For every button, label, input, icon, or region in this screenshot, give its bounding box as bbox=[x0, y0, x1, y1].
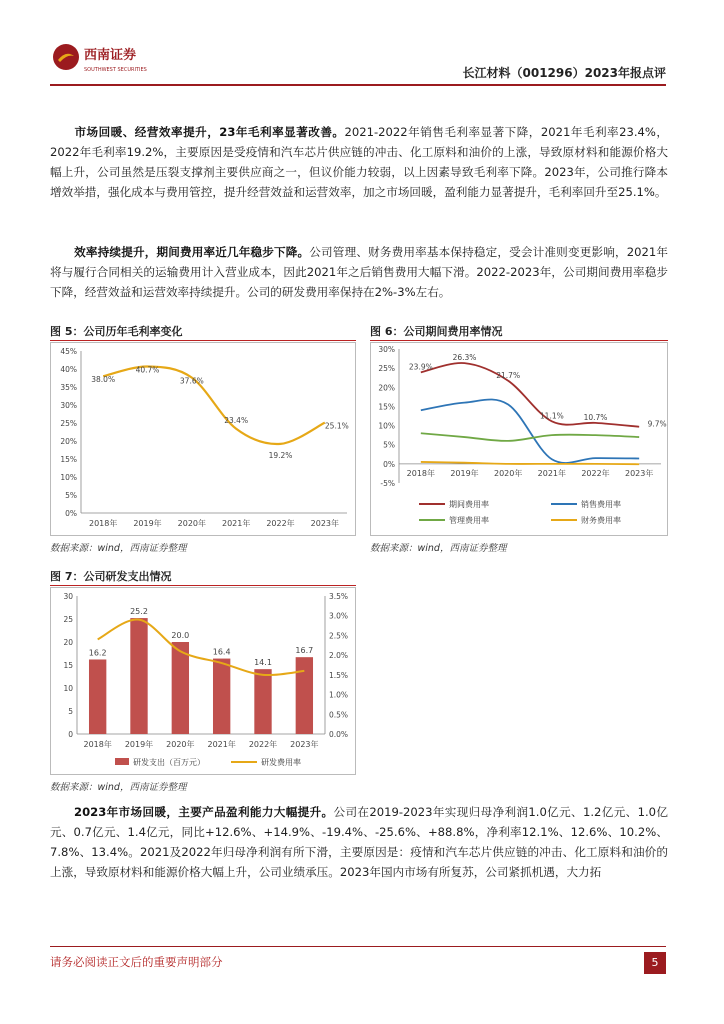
data-label: 23.9% bbox=[408, 362, 433, 372]
y-tick-label: 10% bbox=[60, 473, 77, 482]
y-tick-label: 15% bbox=[378, 402, 395, 412]
data-label: 19.2% bbox=[268, 450, 293, 460]
footer-divider bbox=[50, 946, 666, 947]
legend-swatch-bar bbox=[115, 758, 129, 765]
report-title: 长江材料（001296）2023年报点评 bbox=[462, 66, 666, 80]
x-tick-label: 2023年 bbox=[310, 519, 340, 528]
x-tick-label: 2021年 bbox=[207, 740, 236, 749]
y-tick-label: 5% bbox=[65, 491, 77, 500]
figure-7-source: 数据来源：wind，西南证券整理 bbox=[50, 782, 187, 793]
rd-expense-bar bbox=[254, 669, 271, 734]
legend-label: 期间费用率 bbox=[449, 500, 489, 509]
data-label: 23.4% bbox=[224, 415, 249, 425]
fig6-svg bbox=[371, 343, 667, 535]
series-line-1 bbox=[421, 399, 639, 462]
x-tick-label: 2022年 bbox=[581, 468, 610, 478]
figure-6-rule bbox=[370, 340, 668, 341]
y-tick-label-right: 1.0% bbox=[329, 690, 349, 700]
data-label: 20.0 bbox=[171, 631, 190, 640]
x-tick-label: 2022年 bbox=[248, 740, 278, 749]
header-divider bbox=[50, 84, 666, 86]
y-tick-label: 10% bbox=[378, 421, 395, 431]
y-tick-label: 35% bbox=[60, 383, 77, 392]
x-tick-label: 2020年 bbox=[493, 468, 523, 478]
x-tick-label: 2018年 bbox=[88, 519, 118, 528]
page-number: 5 bbox=[644, 952, 666, 974]
y-tick-label: 30% bbox=[60, 401, 77, 410]
x-tick-label: 2021年 bbox=[537, 468, 567, 478]
legend-label: 管理费用率 bbox=[449, 516, 489, 525]
gross-margin-line bbox=[103, 366, 325, 444]
legend-label: 财务费用率 bbox=[581, 516, 621, 525]
series-line-2 bbox=[421, 433, 639, 441]
x-tick-label: 2020年 bbox=[166, 740, 195, 749]
logo-text: 西南证券 bbox=[84, 48, 137, 63]
data-label: 38.0% bbox=[91, 375, 116, 385]
data-label: 14.1 bbox=[254, 658, 272, 668]
paragraph-body: 2021-2022年销售毛利率显著下降，2021年毛利率23.4%，2022年毛利率19.2%，主要原因是受疫情和汽车芯片供应链的冲击、化工原料和油价的上涨，导致原材料和能源价格大幅上升，公司虽然是压裂支撑剂主要供应商之一，但议价能力较弱，以上因素导致毛利率下降。2023年，公司推行降本增效举措，强化成本与费用管控，提升经营效益和运营效率，加之市场回暖，盈利能力显著提升，毛利率回升至25.1%。 bbox=[50, 125, 668, 199]
data-label: 37.6% bbox=[179, 376, 204, 386]
y-tick-label-left: 0 bbox=[68, 730, 73, 739]
y-tick-label-left: 10 bbox=[63, 684, 73, 693]
legend-label: 销售费用率 bbox=[581, 500, 621, 509]
rd-expense-bar bbox=[296, 657, 313, 734]
x-tick-label: 2019年 bbox=[450, 468, 479, 478]
fig7-svg bbox=[51, 588, 355, 774]
data-label: 16.2 bbox=[88, 648, 107, 658]
y-tick-label-right: 1.5% bbox=[329, 670, 349, 680]
x-tick-label: 2019年 bbox=[133, 519, 162, 528]
y-tick-label: 0% bbox=[65, 509, 77, 518]
x-tick-label: 2023年 bbox=[290, 740, 319, 749]
y-tick-label-left: 20 bbox=[63, 638, 73, 647]
y-tick-label: 45% bbox=[60, 347, 77, 356]
y-tick-label-left: 5 bbox=[68, 707, 73, 716]
y-tick-label: 20% bbox=[60, 437, 77, 446]
figure-5-rule bbox=[50, 340, 356, 341]
y-tick-label: 30% bbox=[378, 345, 395, 354]
paragraph-lead: 市场回暖、经营效率提升，23年毛利率显著改善。 bbox=[74, 125, 345, 139]
y-tick-label-left: 30 bbox=[63, 592, 73, 601]
data-label: 25.2 bbox=[130, 607, 148, 617]
figure-7-title: 图 7：公司研发支出情况 bbox=[50, 570, 172, 583]
paragraph-lead: 效率持续提升，期间费用率近几年稳步下降。 bbox=[74, 245, 310, 259]
y-tick-label-left: 15 bbox=[63, 661, 73, 670]
logo-subtext: SOUTHWEST SECURITIES bbox=[84, 67, 147, 73]
footer-disclaimer: 请务必阅读正文后的重要声明部分 bbox=[50, 955, 223, 969]
y-tick-label-right: 0.0% bbox=[329, 730, 349, 739]
company-logo bbox=[50, 42, 160, 76]
y-tick-label: 5% bbox=[383, 440, 395, 450]
data-label: 11.1% bbox=[539, 411, 564, 421]
data-label: 26.3% bbox=[452, 353, 477, 363]
rd-expense-bar bbox=[130, 618, 147, 734]
paragraph-body: 公司管理、财务费用率基本保持稳定，受会计准则变更影响，2021年将与履行合同相关的运输费用计入营业成本，因此2021年之后销售费用大幅下滑。2022-2023年，公司期间费用率稳步下降，经营效益和运营效率持续提升。公司的研发费用率保持在2%-3%左右。 bbox=[50, 245, 668, 299]
data-label: 40.7% bbox=[135, 365, 160, 375]
x-tick-label: 2018年 bbox=[406, 468, 436, 478]
rd-expense-bar bbox=[172, 642, 189, 734]
y-tick-label-right: 3.0% bbox=[329, 611, 349, 621]
x-tick-label: 2021年 bbox=[221, 519, 251, 528]
paragraph-lead: 2023年市场回暖，主要产品盈利能力大幅提升。 bbox=[74, 805, 334, 819]
rd-ratio-line bbox=[98, 620, 305, 676]
data-label: 16.7 bbox=[295, 646, 314, 656]
figure-5-title: 图 5：公司历年毛利率变化 bbox=[50, 325, 183, 338]
data-label: 10.7% bbox=[583, 412, 608, 422]
paragraph-expense-ratio bbox=[50, 242, 668, 302]
y-tick-label-right: 2.0% bbox=[329, 651, 349, 661]
paragraph-profitability bbox=[50, 802, 668, 882]
paragraph-gross-margin bbox=[50, 122, 668, 202]
x-tick-label: 2022年 bbox=[266, 519, 295, 528]
x-tick-label: 2020年 bbox=[177, 519, 207, 528]
figure-7-rule bbox=[50, 585, 356, 586]
y-tick-label: 20% bbox=[378, 383, 395, 393]
x-tick-label: 2019年 bbox=[124, 740, 154, 749]
y-tick-label: 25% bbox=[60, 419, 77, 428]
figure-5-chart bbox=[50, 342, 356, 536]
rd-expense-bar bbox=[213, 659, 230, 734]
data-label: 25.1% bbox=[324, 421, 349, 431]
y-tick-label-right: 3.5% bbox=[329, 592, 349, 601]
x-tick-label: 2018年 bbox=[83, 740, 112, 749]
figure-7-chart bbox=[50, 587, 356, 775]
y-tick-label-right: 2.5% bbox=[329, 631, 349, 641]
x-tick-label: 2023年 bbox=[624, 468, 654, 478]
y-tick-label-left: 25 bbox=[63, 615, 73, 624]
figure-6-source: 数据来源：wind，西南证券整理 bbox=[370, 543, 507, 554]
legend-label: 研发费用率 bbox=[261, 758, 301, 767]
fig5-svg bbox=[51, 343, 355, 535]
y-tick-label: -5% bbox=[380, 479, 395, 488]
figure-6-chart bbox=[370, 342, 668, 536]
paragraph-body: 公司在2019-2023年实现归母净利润1.0亿元、1.2亿元、1.0亿元、0.7亿元、1.4亿元，同比+12.6%、+14.9%、-19.4%、-25.6%、+88.8%，净利率12.1%、12.6%、10.2%、7.8%、13.4%。2021及2022年归母净利润有所下滑，主要原因是：疫情和汽车芯片供应链的冲击、化工原料和油价的上涨，导致原材料和能源价格大幅上升，公司业绩承压。2023年国内市场有所复苏，公司紧抓机遇，大力拓 bbox=[50, 805, 668, 879]
data-label: 9.7% bbox=[647, 419, 667, 429]
y-tick-label-right: 0.5% bbox=[329, 710, 349, 720]
figure-5-source: 数据来源：wind，西南证券整理 bbox=[50, 543, 187, 554]
legend-label: 研发支出（百万元） bbox=[133, 758, 205, 767]
y-tick-label: 0% bbox=[383, 459, 395, 469]
data-label: 21.7% bbox=[496, 370, 521, 380]
y-tick-label: 25% bbox=[378, 364, 395, 374]
logo-circle-icon bbox=[53, 44, 79, 70]
rd-expense-bar bbox=[89, 659, 106, 734]
figure-6-title: 图 6：公司期间费用率情况 bbox=[370, 325, 503, 338]
y-tick-label: 15% bbox=[60, 455, 77, 464]
y-tick-label: 40% bbox=[60, 365, 77, 374]
data-label: 16.4 bbox=[212, 647, 231, 657]
